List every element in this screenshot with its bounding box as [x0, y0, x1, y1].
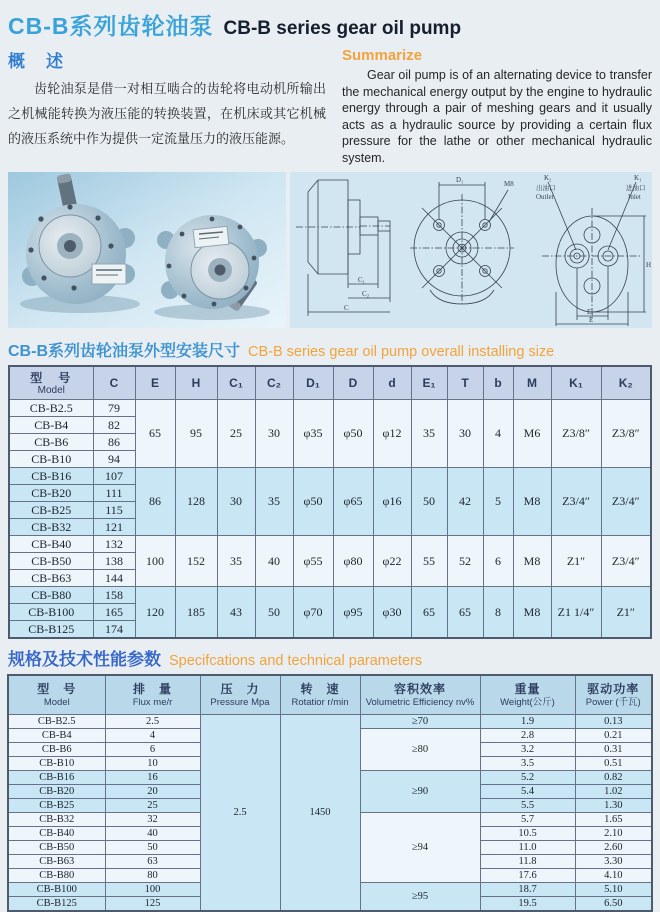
cell-model: CB-B50	[9, 553, 93, 570]
cell-weight: 3.2	[480, 743, 575, 757]
cell-model: CB-B40	[8, 827, 105, 841]
header-zh: 容积效率	[393, 682, 446, 696]
overview-body-zh: 齿轮油泵是借一对相互啮合的齿轮将电动机所输出之机械能转换为液压能的转换装置，在机床或其它机械的液压系统中作为提供一定流量压力的液压能源。	[8, 81, 326, 146]
cell-model: CB-B2.5	[8, 715, 105, 729]
cell-e1: 55	[411, 536, 447, 587]
cell-b: 5	[483, 468, 513, 536]
overview-column	[8, 45, 326, 166]
cell-weight: 1.9	[480, 715, 575, 729]
install-heading-en: CB-B series gear oil pump overall installing size	[248, 344, 555, 360]
cell-c2: 40	[255, 536, 293, 587]
cell-d_big: φ50	[333, 400, 373, 468]
cell-t: 30	[447, 400, 483, 468]
cell-h: 95	[175, 400, 217, 468]
cell-weight: 3.5	[480, 757, 575, 771]
col-header: H	[175, 366, 217, 400]
col-header	[575, 675, 652, 715]
dim-h-label: H	[646, 261, 652, 269]
dim-d1-label: D₁	[456, 176, 464, 184]
header-zh: 重量	[514, 682, 541, 696]
cell-c: 82	[93, 417, 135, 434]
col-header: D	[333, 366, 373, 400]
col-header: d	[373, 366, 411, 400]
cell-m: M8	[513, 587, 551, 639]
cell-d1: φ70	[293, 587, 333, 639]
header-zh: 排 量	[132, 682, 172, 696]
header-zh: 压 力	[220, 682, 260, 696]
cell-power: 2.10	[575, 827, 652, 841]
cell-model: CB-B100	[9, 604, 93, 621]
cell-efficiency: ≥90	[360, 771, 480, 813]
summarize-heading: Summarize	[342, 47, 423, 64]
cell-c: 158	[93, 587, 135, 604]
cell-c2: 35	[255, 468, 293, 536]
inlet-en-label: Inlet	[628, 193, 641, 201]
cell-d_big: φ65	[333, 468, 373, 536]
col-header-model	[9, 366, 93, 400]
cell-weight: 5.2	[480, 771, 575, 785]
pump-photo	[8, 172, 286, 328]
page-title-zh: CB-B系列齿轮油泵	[8, 13, 214, 39]
cell-flux: 6	[105, 743, 200, 757]
cell-k1: Z3/4″	[551, 468, 601, 536]
col-header: K₂	[601, 366, 651, 400]
cell-rotation: 1450	[280, 715, 360, 912]
cell-d_big: φ80	[333, 536, 373, 587]
cell-flux: 32	[105, 813, 200, 827]
col-header: D₁	[293, 366, 333, 400]
cell-c1: 30	[217, 468, 255, 536]
cell-weight: 11.0	[480, 841, 575, 855]
cell-b: 4	[483, 400, 513, 468]
cell-power: 3.30	[575, 855, 652, 869]
cell-model: CB-B40	[9, 536, 93, 553]
cell-weight: 5.7	[480, 813, 575, 827]
cell-h: 152	[175, 536, 217, 587]
installation-drawing-svg	[290, 172, 652, 328]
dim-c1-label: C₁	[358, 276, 366, 284]
cell-flux: 25	[105, 799, 200, 813]
cell-h: 128	[175, 468, 217, 536]
col-header: E₁	[411, 366, 447, 400]
cell-e: 120	[135, 587, 175, 639]
col-header	[360, 675, 480, 715]
cell-model: CB-B80	[8, 869, 105, 883]
cell-model: CB-B25	[8, 799, 105, 813]
cell-flux: 50	[105, 841, 200, 855]
cell-c1: 43	[217, 587, 255, 639]
header-en: Rotatior r/min	[291, 697, 349, 708]
cell-power: 1.02	[575, 785, 652, 799]
cell-model: CB-B6	[8, 743, 105, 757]
cell-t: 65	[447, 587, 483, 639]
cell-weight: 17.6	[480, 869, 575, 883]
cell-model: CB-B2.5	[9, 400, 93, 417]
header-zh: 驱动功率	[587, 682, 640, 696]
cell-c: 86	[93, 434, 135, 451]
cell-weight: 19.5	[480, 897, 575, 912]
spec-table-header-row	[8, 675, 652, 715]
cell-flux: 100	[105, 883, 200, 897]
installation-drawing	[290, 172, 652, 328]
cell-c: 165	[93, 604, 135, 621]
install-section-heading	[0, 332, 660, 365]
col-header: M	[513, 366, 551, 400]
cell-c: 79	[93, 400, 135, 417]
cell-model: CB-B25	[9, 502, 93, 519]
install-table-header-row	[9, 366, 651, 400]
cell-flux: 16	[105, 771, 200, 785]
cell-t: 42	[447, 468, 483, 536]
spec-section-heading	[0, 639, 660, 674]
col-header	[480, 675, 575, 715]
cell-power: 5.10	[575, 883, 652, 897]
cell-pressure: 2.5	[200, 715, 280, 912]
cell-k2: Z3/8″	[601, 400, 651, 468]
cell-model: CB-B4	[9, 417, 93, 434]
cell-model: CB-B32	[9, 519, 93, 536]
outlet-en-label: Outlet	[536, 193, 554, 201]
header-en: Volumetric Efficiency nv%	[365, 697, 475, 708]
col-header: E	[135, 366, 175, 400]
cell-c: 111	[93, 485, 135, 502]
cell-flux: 125	[105, 897, 200, 912]
col-header: T	[447, 366, 483, 400]
cell-k2: Z1″	[601, 587, 651, 639]
cell-model: CB-B125	[9, 621, 93, 639]
col-header	[280, 675, 360, 715]
header-zh: 转 速	[300, 682, 340, 696]
cell-model: CB-B20	[8, 785, 105, 799]
col-header	[200, 675, 280, 715]
cell-e: 86	[135, 468, 175, 536]
cell-efficiency: ≥70	[360, 715, 480, 729]
cell-flux: 40	[105, 827, 200, 841]
cell-flux: 2.5	[105, 715, 200, 729]
drawing-rear-view	[536, 174, 651, 326]
col-header: C	[93, 366, 135, 400]
col-header: C₁	[217, 366, 255, 400]
cell-power: 0.31	[575, 743, 652, 757]
cell-t: 52	[447, 536, 483, 587]
cell-k2: Z3/4″	[601, 468, 651, 536]
pump-photo-illustration	[8, 172, 286, 328]
dim-e1-label: E₁	[587, 308, 594, 316]
dim-c-label: C	[344, 304, 349, 312]
inlet-zh-label: 进油口	[626, 185, 646, 192]
cell-c2: 50	[255, 587, 293, 639]
model-header-zh: 型 号	[30, 370, 73, 385]
cell-weight: 5.4	[480, 785, 575, 799]
col-header	[8, 675, 105, 715]
cell-c1: 25	[217, 400, 255, 468]
outlet-zh-label: 出油口	[536, 185, 556, 192]
cell-d: φ22	[373, 536, 411, 587]
col-header: C₂	[255, 366, 293, 400]
cell-k1: Z1 1/4″	[551, 587, 601, 639]
header-zh: 型 号	[37, 682, 77, 696]
cell-efficiency: ≥80	[360, 729, 480, 771]
page-title	[0, 0, 660, 43]
cell-d: φ16	[373, 468, 411, 536]
col-header: K₁	[551, 366, 601, 400]
cell-power: 4.10	[575, 869, 652, 883]
header-en: Pressure Mpa	[210, 697, 270, 708]
cell-power: 1.65	[575, 813, 652, 827]
intro-section	[0, 43, 660, 170]
cell-c: 94	[93, 451, 135, 468]
cell-c: 132	[93, 536, 135, 553]
inlet-code-label: K₁	[634, 174, 642, 182]
spec-heading-zh: 规格及技术性能参数	[8, 650, 161, 669]
spec-heading-en: Specifcations and technical parameters	[169, 653, 423, 669]
cell-weight: 2.8	[480, 729, 575, 743]
table-row	[9, 400, 651, 417]
cell-m: M8	[513, 536, 551, 587]
page-title-en: CB-B series gear oil pump	[223, 18, 462, 39]
cell-efficiency: ≥94	[360, 813, 480, 883]
cell-power: 0.13	[575, 715, 652, 729]
cell-model: CB-B20	[9, 485, 93, 502]
cell-k1: Z3/8″	[551, 400, 601, 468]
cell-flux: 4	[105, 729, 200, 743]
header-en: Flux me/r	[132, 697, 173, 708]
model-header-en: Model	[37, 384, 65, 396]
header-en: Weight(公斤)	[500, 697, 555, 708]
cell-power: 1.30	[575, 799, 652, 813]
drawing-side-view	[296, 180, 390, 316]
col-header: b	[483, 366, 513, 400]
col-header	[105, 675, 200, 715]
cell-power: 6.50	[575, 897, 652, 912]
cell-d1: φ55	[293, 536, 333, 587]
cell-model: CB-B16	[8, 771, 105, 785]
cell-e1: 50	[411, 468, 447, 536]
drawing-front-view	[410, 176, 514, 304]
cell-k2: Z3/4″	[601, 536, 651, 587]
dim-m8-label: M8	[504, 180, 514, 188]
cell-c: 138	[93, 553, 135, 570]
overview-heading: 概 述	[8, 52, 65, 71]
cell-h: 185	[175, 587, 217, 639]
cell-m: M8	[513, 468, 551, 536]
cell-m: M6	[513, 400, 551, 468]
cell-model: CB-B80	[9, 587, 93, 604]
cell-e: 100	[135, 536, 175, 587]
cell-b: 8	[483, 587, 513, 639]
cell-d_big: φ95	[333, 587, 373, 639]
summarize-body-en: Gear oil pump is of an alternating device to transfer the mechanical energy output by the engine to hydraulic energy through a pair of meshing gears and it usually acts as a hydraulic source by providing a certain flux pressure for the lathe or other mechanical hydraulic system.	[342, 68, 652, 165]
cell-c2: 30	[255, 400, 293, 468]
cell-model: CB-B10	[8, 757, 105, 771]
install-heading-zh: CB-B系列齿轮油泵外型安装尺寸	[8, 343, 240, 360]
table-row	[9, 587, 651, 604]
cell-power: 0.82	[575, 771, 652, 785]
cell-d: φ30	[373, 587, 411, 639]
cell-c: 121	[93, 519, 135, 536]
cell-weight: 10.5	[480, 827, 575, 841]
summarize-column	[342, 45, 652, 166]
cell-weight: 11.8	[480, 855, 575, 869]
header-en: Model	[43, 697, 70, 708]
cell-model: CB-B50	[8, 841, 105, 855]
cell-power: 2.60	[575, 841, 652, 855]
cell-b: 6	[483, 536, 513, 587]
dim-c2-label: C₂	[362, 290, 370, 298]
cell-flux: 10	[105, 757, 200, 771]
cell-c: 174	[93, 621, 135, 639]
media-row	[0, 170, 660, 332]
cell-e1: 65	[411, 587, 447, 639]
cell-c: 115	[93, 502, 135, 519]
cell-flux: 20	[105, 785, 200, 799]
cell-c1: 35	[217, 536, 255, 587]
cell-model: CB-B63	[8, 855, 105, 869]
table-row	[9, 536, 651, 553]
cell-flux: 80	[105, 869, 200, 883]
cell-power: 0.51	[575, 757, 652, 771]
cell-k1: Z1″	[551, 536, 601, 587]
cell-d1: φ50	[293, 468, 333, 536]
cell-d1: φ35	[293, 400, 333, 468]
cell-e1: 35	[411, 400, 447, 468]
cell-model: CB-B100	[8, 883, 105, 897]
table-row	[8, 715, 652, 729]
cell-model: CB-B63	[9, 570, 93, 587]
cell-weight: 5.5	[480, 799, 575, 813]
cell-flux: 63	[105, 855, 200, 869]
header-en: Power (千瓦)	[585, 697, 641, 708]
cell-model: CB-B125	[8, 897, 105, 912]
install-dimensions-table	[8, 365, 652, 639]
dim-e-label: E	[589, 316, 594, 324]
cell-model: CB-B4	[8, 729, 105, 743]
table-row	[9, 468, 651, 485]
cell-power: 0.21	[575, 729, 652, 743]
spec-parameters-table	[7, 674, 653, 912]
cell-c: 144	[93, 570, 135, 587]
cell-model: CB-B10	[9, 451, 93, 468]
cell-c: 107	[93, 468, 135, 485]
cell-efficiency: ≥95	[360, 883, 480, 912]
cell-model: CB-B16	[9, 468, 93, 485]
cell-d: φ12	[373, 400, 411, 468]
outlet-code-label: K₂	[544, 174, 552, 182]
cell-weight: 18.7	[480, 883, 575, 897]
cell-model: CB-B6	[9, 434, 93, 451]
cell-model: CB-B32	[8, 813, 105, 827]
cell-e: 65	[135, 400, 175, 468]
